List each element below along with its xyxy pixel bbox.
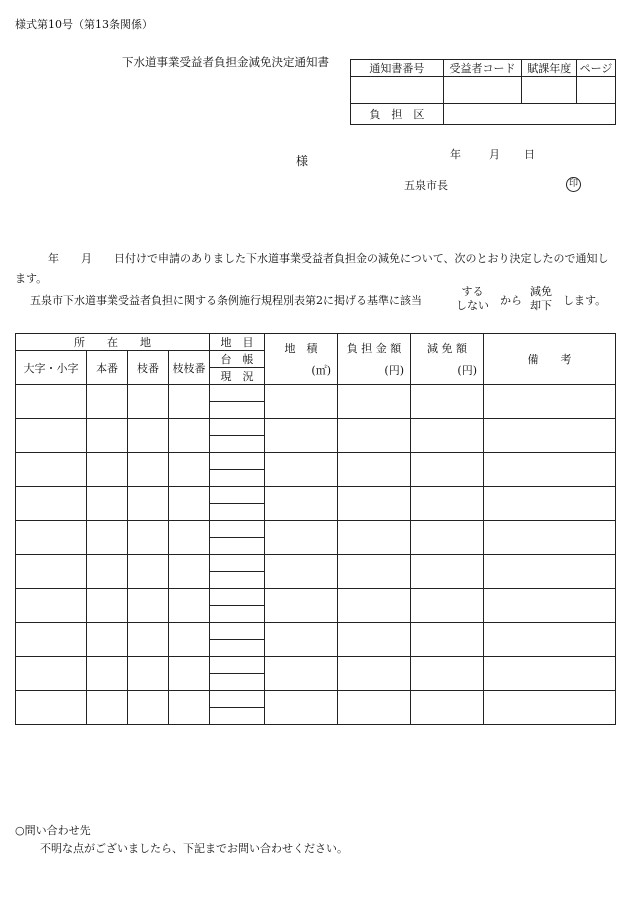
contact-heading: ○問い合わせ先: [15, 824, 91, 837]
genkyo-cell[interactable]: [210, 402, 265, 419]
remarks-cell[interactable]: [484, 589, 616, 623]
reduction-cell[interactable]: [411, 385, 484, 419]
reduction-cell[interactable]: [411, 419, 484, 453]
reduction-cell[interactable]: [411, 453, 484, 487]
edaban-cell[interactable]: [128, 487, 169, 521]
edaban-header: 枝番: [128, 351, 169, 385]
burden-cell[interactable]: [338, 623, 411, 657]
genkyo-cell[interactable]: [210, 708, 265, 725]
table-row: [16, 521, 616, 538]
area-cell[interactable]: [265, 419, 338, 453]
burden-area-label: 負 担 区: [351, 104, 444, 125]
honban-cell[interactable]: [87, 453, 128, 487]
burden-area-cell[interactable]: [443, 104, 615, 125]
daicho-cell[interactable]: [210, 419, 265, 436]
oaza-cell[interactable]: [16, 419, 87, 453]
notice-number-header: 通知書番号: [351, 60, 444, 77]
burden-cell[interactable]: [338, 453, 411, 487]
honban-cell[interactable]: [87, 385, 128, 419]
date-day: 日: [524, 148, 535, 161]
honban-cell[interactable]: [87, 589, 128, 623]
remarks-cell[interactable]: [484, 521, 616, 555]
edaban-cell[interactable]: [128, 623, 169, 657]
decision-paragraph: 年 月 日付けで申請のありました下水道事業受益者負担金の減免について、次のとおり決定したので通知します。: [15, 252, 609, 285]
page-header: ページ: [577, 60, 616, 77]
remarks-cell[interactable]: [484, 555, 616, 589]
honban-header: 本番: [87, 351, 128, 385]
kara-text: から: [500, 294, 522, 307]
honban-cell[interactable]: [87, 691, 128, 725]
reduction-cell[interactable]: [411, 657, 484, 691]
reduction-cell[interactable]: [411, 623, 484, 657]
reduction-cell[interactable]: [411, 555, 484, 589]
edaedaban-cell[interactable]: [169, 691, 210, 725]
oaza-cell[interactable]: [16, 657, 87, 691]
remarks-cell[interactable]: [484, 623, 616, 657]
oaza-cell[interactable]: [16, 623, 87, 657]
burden-cell[interactable]: [338, 385, 411, 419]
fiscal-year-cell[interactable]: [522, 77, 577, 104]
daicho-cell[interactable]: [210, 385, 265, 402]
table-row: [16, 623, 616, 640]
fiscal-year-header: 賦課年度: [522, 60, 577, 77]
remarks-cell[interactable]: [484, 453, 616, 487]
edaban-cell[interactable]: [128, 589, 169, 623]
contact-body: 不明な点がございましたら、下記までお問い合わせください。: [40, 842, 348, 855]
edaedaban-cell[interactable]: [169, 487, 210, 521]
remarks-cell[interactable]: [484, 691, 616, 725]
edaedaban-cell[interactable]: [169, 453, 210, 487]
edaban-cell[interactable]: [128, 691, 169, 725]
genkyo-header: 現 況: [210, 368, 265, 385]
area-cell[interactable]: [265, 589, 338, 623]
criteria-sentence-prefix: 五泉市下水道事業受益者負担に関する条例施行規程別表第2に掲げる基準に該当: [30, 294, 422, 307]
oaza-cell[interactable]: [16, 453, 87, 487]
area-label: 地 積: [284, 342, 318, 355]
chimoku-header: 地 目: [210, 334, 265, 351]
table-row: [16, 555, 616, 572]
daicho-cell[interactable]: [210, 521, 265, 538]
oaza-cell[interactable]: [16, 691, 87, 725]
table-row: [16, 453, 616, 470]
edaban-cell[interactable]: [128, 657, 169, 691]
genkyo-cell[interactable]: [210, 674, 265, 691]
beneficiary-code-cell[interactable]: [443, 77, 522, 104]
remarks-cell[interactable]: [484, 657, 616, 691]
remarks-cell[interactable]: [484, 487, 616, 521]
applicability-choice: [456, 285, 489, 313]
reduction-cell[interactable]: [411, 487, 484, 521]
oaza-cell[interactable]: [16, 589, 87, 623]
edaedaban-cell[interactable]: [169, 419, 210, 453]
daicho-header: 台 帳: [210, 351, 265, 368]
document-title: 下水道事業受益者負担金減免決定通知書: [122, 55, 329, 69]
genkyo-cell[interactable]: [210, 504, 265, 521]
edaedaban-cell[interactable]: [169, 623, 210, 657]
notice-info-table: [350, 59, 616, 125]
notice-number-cell[interactable]: [351, 77, 444, 104]
genkyo-cell[interactable]: [210, 606, 265, 623]
reduction-cell[interactable]: [411, 691, 484, 725]
recipient-honorific: 様: [296, 154, 309, 168]
burden-cell[interactable]: [338, 555, 411, 589]
edaban-cell[interactable]: [128, 521, 169, 555]
honban-cell[interactable]: [87, 419, 128, 453]
reduction-header: [411, 334, 484, 385]
remarks-header: 備 考: [484, 334, 616, 385]
honban-cell[interactable]: [87, 555, 128, 589]
burden-header: [338, 334, 411, 385]
genkyo-cell[interactable]: [210, 470, 265, 487]
date-month: 月: [489, 148, 500, 161]
burden-cell[interactable]: [338, 657, 411, 691]
mayor-signature: 五泉市長: [404, 179, 448, 192]
genkyo-cell[interactable]: [210, 640, 265, 657]
edaban-cell[interactable]: [128, 419, 169, 453]
daicho-cell[interactable]: [210, 691, 265, 708]
burden-cell[interactable]: [338, 521, 411, 555]
daicho-cell[interactable]: [210, 589, 265, 606]
oaza-cell[interactable]: [16, 555, 87, 589]
honban-cell[interactable]: [87, 487, 128, 521]
option-reduce: 減免: [530, 285, 552, 298]
honban-cell[interactable]: [87, 623, 128, 657]
table-row: [16, 419, 616, 436]
reduction-unit: (円): [457, 364, 477, 377]
reduction-cell[interactable]: [411, 521, 484, 555]
oaza-cell[interactable]: [16, 521, 87, 555]
edaban-cell[interactable]: [128, 453, 169, 487]
burden-cell[interactable]: [338, 419, 411, 453]
oaza-cell[interactable]: [16, 487, 87, 521]
edaban-cell[interactable]: [128, 385, 169, 419]
table-row: [16, 385, 616, 402]
area-cell[interactable]: [265, 385, 338, 419]
genkyo-cell[interactable]: [210, 538, 265, 555]
honban-cell[interactable]: [87, 521, 128, 555]
area-cell[interactable]: [265, 453, 338, 487]
genkyo-cell[interactable]: [210, 436, 265, 453]
area-unit: (㎡): [311, 364, 331, 377]
edaedaban-cell[interactable]: [169, 657, 210, 691]
remarks-cell[interactable]: [484, 419, 616, 453]
area-cell[interactable]: [265, 623, 338, 657]
option-reject: 却下: [530, 299, 552, 312]
area-cell[interactable]: [265, 657, 338, 691]
issue-date: [450, 146, 535, 162]
burden-cell[interactable]: [338, 691, 411, 725]
area-cell[interactable]: [265, 691, 338, 725]
daicho-cell[interactable]: [210, 487, 265, 504]
burden-unit: (円): [384, 364, 404, 377]
table-row: [16, 487, 616, 504]
honban-cell[interactable]: [87, 657, 128, 691]
page-cell[interactable]: [577, 77, 616, 104]
location-header: 所 在 地: [16, 334, 210, 351]
daicho-cell[interactable]: [210, 657, 265, 674]
area-cell[interactable]: [265, 555, 338, 589]
decision-choice: [530, 285, 552, 313]
option-not-applicable: しない: [456, 299, 489, 312]
burden-cell[interactable]: [338, 487, 411, 521]
edaedaban-header: 枝枝番: [169, 351, 210, 385]
area-header: [265, 334, 338, 385]
reduction-label: 減 免 額: [427, 342, 467, 355]
edaedaban-cell[interactable]: [169, 521, 210, 555]
edaedaban-cell[interactable]: [169, 589, 210, 623]
edaedaban-cell[interactable]: [169, 385, 210, 419]
oaza-cell[interactable]: [16, 385, 87, 419]
table-row: [16, 691, 616, 708]
seal-stamp: 印: [566, 177, 581, 192]
reduction-cell[interactable]: [411, 589, 484, 623]
remarks-cell[interactable]: [484, 385, 616, 419]
table-row: [16, 589, 616, 606]
edaban-cell[interactable]: [128, 555, 169, 589]
edaedaban-cell[interactable]: [169, 555, 210, 589]
beneficiary-code-header: 受益者コード: [443, 60, 522, 77]
option-applicable: する: [461, 285, 484, 298]
genkyo-cell[interactable]: [210, 572, 265, 589]
area-cell[interactable]: [265, 487, 338, 521]
daicho-cell[interactable]: [210, 555, 265, 572]
daicho-cell[interactable]: [210, 453, 265, 470]
suffix-text: します。: [563, 294, 607, 307]
form-label: 様式第10号（第13条関係）: [15, 18, 153, 31]
date-year: 年: [450, 148, 461, 161]
oaza-header: 大字・小字: [16, 351, 87, 385]
parcel-table: [15, 333, 616, 725]
table-row: [16, 657, 616, 674]
daicho-cell[interactable]: [210, 623, 265, 640]
burden-label: 負 担 金 額: [346, 342, 402, 355]
burden-cell[interactable]: [338, 589, 411, 623]
area-cell[interactable]: [265, 521, 338, 555]
